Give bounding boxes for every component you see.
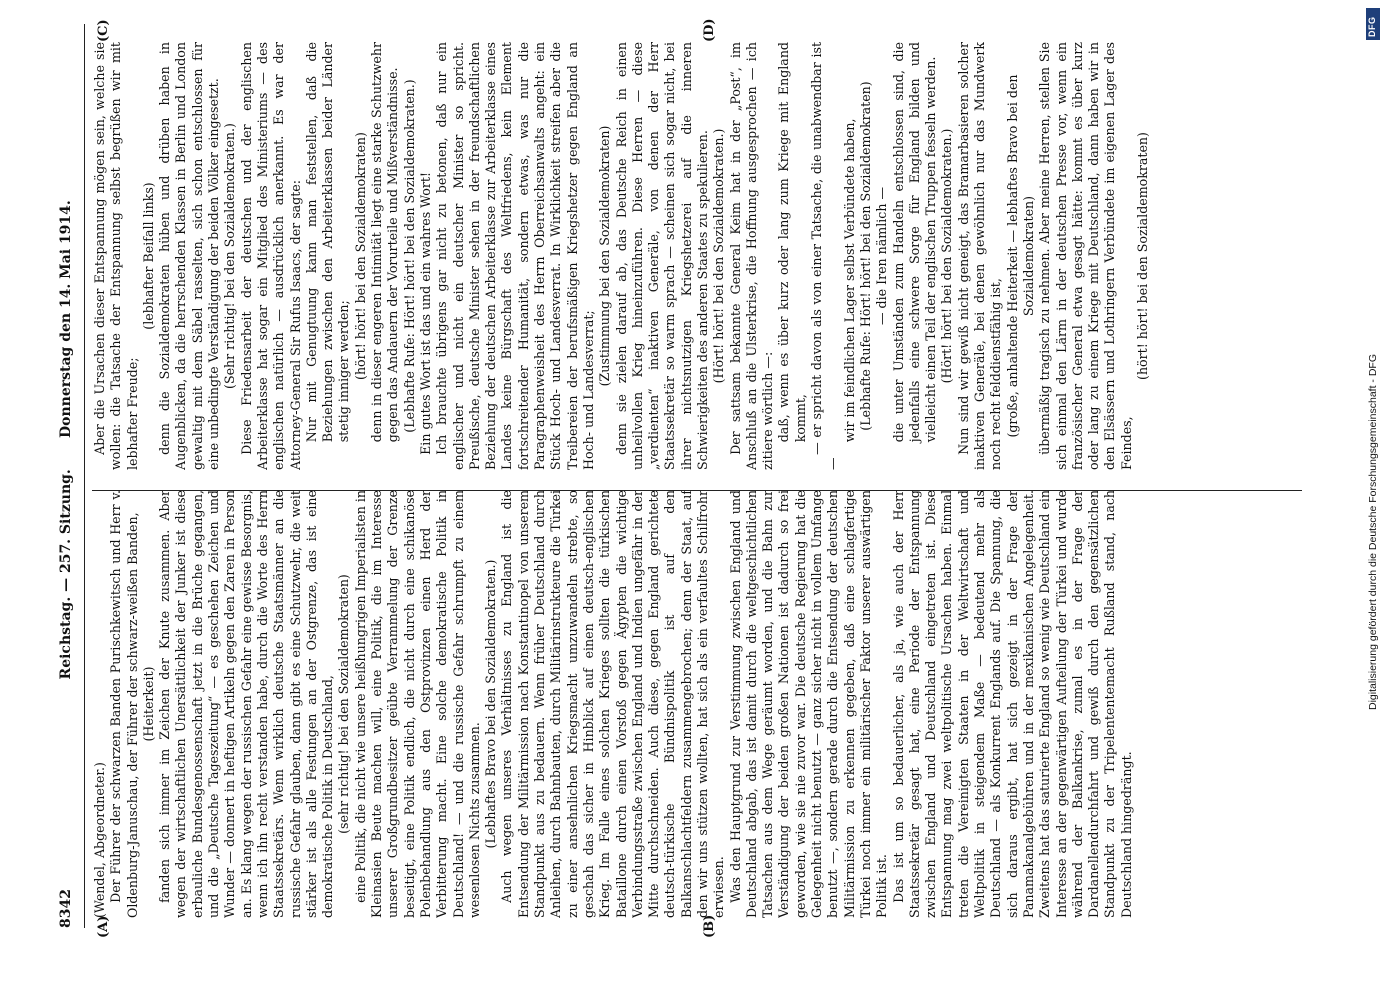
paragraph: Der Führer der schwarzen Banden Purischkewitsch und Herr v. Oldenburg-Januschau, der Führer der schwarz-weißen Banden,: [108, 490, 140, 918]
paragraph: (Lebhafte Rufe: Hört! hört! bei den Sozialdemokraten.): [401, 79, 417, 433]
margin-marker-b: (B): [702, 914, 717, 938]
paragraph: Ein gutes Wort ist das und ein wahres Wort!: [417, 172, 433, 455]
paragraph: (Hört! hört! bei den Sozialdemokraten.): [711, 128, 727, 384]
margin-marker-d: (D): [702, 18, 717, 42]
paragraph: (Lebhafte Rufe: Hört! hört! bei den Sozialdemokraten): [857, 81, 873, 431]
page-number: 8342: [58, 889, 74, 928]
paragraph: die unter Umständen zum Handeln entschlossen sind, die jedenfalls eine schwere Sorge für England bilden und vielleicht einen Teil der englischen Truppen fesseln werden.: [890, 42, 939, 443]
paragraph: (Zustimmung bei den Sozialdemokraten): [597, 125, 613, 387]
right-column-body: [92, 42, 1151, 470]
paragraph: (Heiterkeit): [140, 666, 156, 742]
header-left: [58, 469, 74, 928]
paragraph: (Lebhaftes Bravo bei den Sozialdemokraten.): [483, 559, 499, 849]
page-header: [58, 24, 82, 928]
paragraph: denn die Sozialdemokraten hüben und drüben haben in Augenblicken, da die herrschenden Klassen in Berlin und London gewaltig mit dem Säbel rasselten, sich schon entschlossen für eine unbedingte Verständigung der beiden Völker eingesetzt.: [157, 42, 222, 470]
paragraph: Was den Hauptgrund zur Verstimmung zwischen England und Deutschland abgab, das ist damit durch die weltgeschichtlichen Tatsachen aus dem Wege geräumt worden, und die Bahn zur Verständigung der beiden großen Nationen ist dadurch so frei geworden, wie sie nie zuvor war. Die deutsche Regierung hat die Gelegenheit nicht benutzt — ganz sicher nicht in vollem Umfange benutzt —, sondern gerade durch die Entsendung der deutschen Militärmission zu erkennen gegeben, daß eine schlagfertige Türkei noch immer ein militärischer Faktor unserer auswärtigen Politik ist.: [727, 490, 890, 918]
header-date: Donnerstag den 14. Mai 1914.: [58, 200, 74, 438]
paragraph: Der sattsam bekannte General Keim hat in der „Post“, im Anschluß an die Ulsterkrise, die Hoffnung ausgesprochen — ich zitiere wörtlich —:: [727, 42, 776, 470]
column-divider: [92, 490, 1302, 491]
paragraph: daß, wenn es über kurz oder lang zum Kriege mit England kommt,: [776, 42, 808, 443]
paragraph: — er spricht davon als von einer Tatsache, die unabwendbar ist —: [809, 42, 841, 470]
paragraph: denn in dieser engeren Intimität liegt eine starke Schutzwehr gegen das Andauern der Vorurteile und Mißverständnisse.: [369, 42, 401, 443]
paragraph: Nun sind wir gewiß nicht geneigt, das Bramarbasieren solcher inaktiven Generäle, bei denen gewöhnlich nur das Mundwerk noch recht felddienstfähig ist,: [955, 42, 1004, 470]
paragraph: (lebhafter Beifall links): [140, 182, 156, 330]
paragraph: (große, anhaltende Heiterkeit — lebhaftes Bravo bei den Sozialdemokraten): [1004, 74, 1036, 438]
paragraph: Aber die Ursachen dieser Entspannung mögen sein, welche sie wollen: die Tatsache der Entspannung selbst begrüßen wir mit lebhafter Freude;: [92, 42, 140, 470]
paragraph: Ich brauchte übrigens gar nicht zu betonen, daß nur ein englischer und nicht ein deutscher Minister so spricht. Preußische, deutsche Minister sehen in der freundschaftlichen Beziehung der deutschen Arbeiterklasse zur Arbeiterklasse eines Landes keine Bürgschaft des Weltfriedens, kein Element fortschreitender Humanität, sondern etwas, was nur die Paragraphenweisheit des Herrn Oberreichsanwalts angeht: ein Stück Hoch- und Landesverrat. In Wirklichkeit streifen aber die Treibereien der berufsmäßigen Kriegshetzer gegen England an Hoch- und Landesverrat;: [434, 42, 596, 470]
paragraph: (hört! hört! bei den Sozialdemokraten): [1135, 132, 1150, 380]
margin-marker-a: (A): [96, 915, 111, 938]
paragraph: (Hört! hört! bei den Sozialdemokraten.): [939, 128, 955, 384]
header-rule: [84, 24, 85, 928]
paragraph: (Sehr richtig! bei den Sozialdemokraten.): [222, 123, 238, 389]
digitization-credit: Digitalisierung gefördert durch die Deutsche Forschungsgemeinschaft - DFG: [1367, 353, 1379, 710]
text-column-left: [92, 490, 1304, 918]
paragraph: wir im feindlichen Lager selbst Verbündete haben,: [841, 118, 857, 443]
paragraph: — die Iren nämlich —: [874, 186, 890, 326]
paragraph: Diese Friedensarbeit der deutschen und der englischen Arbeiterklasse hat sogar ein Mitglied des Ministeriums — des englischen natürlich — ausdrücklich anerkannt. Es war der Attorney-General Sir Rufus Isaacs, der sagte:: [238, 42, 303, 470]
paragraph: eine Politik, die nicht wie unsere heißhungrigen Imperialisten in Kleinasien Beute machen will, eine Politik, die im Interesse unserer Großgrundbesitzer geübte Verrammelung der Grenze beseitigt, eine Politik endlich, die nicht durch eine schikanöse Polenbehandlung aus den Ostprovinzen einen Herd der Verbitterung macht. Eine solche demokratische Politik in Deutschland! — und die russische Gefahr schrumpft zu einem wesenlosen Nichts zusammen.: [352, 490, 482, 918]
session-title: Reichstag. — 257. Sitzung.: [58, 469, 74, 680]
left-column-body: [108, 490, 1135, 918]
speaker-line: (Wendel, Abgeordneter.): [92, 762, 107, 918]
paragraph: Auch wegen unseres Verhältnisses zu England ist die Entsendung der Militärmission nach Konstantinopel von unserem Standpunkt aus zu bedauern. Wenn früher Deutschland durch Anleihen, durch Bahnbauten, durch Militärinstrukteure die Türkei zu einer ansehnlichen Kriegsmacht umzuwandeln strebte, so geschah das sicher in Hinblick auf einen deutsch-englischen Krieg. Im Falle eines solchen Krieges sollten die türkischen Bataillone durch einen Vorstoß gegen Ägypten die wichtige Verbindungsstraße zwischen England und Indien ungefähr in der Mitte durchschneiden. Auch diese, gegen England gerichtete deutsch-türkische Bündnispolitik ist auf den Balkanschlachtfeldern zusammengebrochen; denn der Staat, auf den wir uns stützen wollten, hat sich als ein verfaultes Schilfrohr erwiesen.: [499, 490, 727, 918]
paragraph: übermäßig tragisch zu nehmen. Aber meine Herren, stellen Sie sich einmal den Lärm in der deutschen Presse vor, wenn ein französischer General etwa gesagt hätte: kommt es über kurz oder lang zu einem Kriege mit Deutschland, dann haben wir in den Elsässern und Lothringern Verbündete im eigenen Lager des Feindes,: [1037, 42, 1134, 470]
dfg-logo: DFG: [1366, 8, 1380, 40]
margin-marker-c: (C): [96, 19, 111, 42]
paragraph: fanden sich immer im Zeichen der Knute zusammen. Aber wegen der wirtschaftlichen Unersättlichkeit der Junker ist diese erbauliche Bundesgenossenschaft jetzt in die Brüche gegangen, und die „Deutsche Tageszeitung“ — es geschehen Zeichen und Wunder — donnert in heftigen Artikeln gegen den Zaren in Person an. Es klang wegen der russischen Gefahr eine gewisse Besorgnis, wenn ich ihn recht verstanden habe, durch die Worte des Herrn Staatssekretärs. Wenn wirklich deutsche Staatsmänner an die russische Gefahr glauben, dann gibt es eine Schutzwehr, die weit stärker ist als alle Festungen an der Ostgrenze, das ist eine demokratische Politik in Deutschland,: [157, 490, 336, 918]
paragraph: (hört! hört! bei den Sozialdemokraten): [352, 132, 368, 380]
paragraph: Nur mit Genugtuung kann man feststellen, daß die Beziehungen zwischen den Arbeiterklassen beider Länder stetig inniger werden;: [303, 42, 352, 443]
paragraph: (sehr richtig! bei den Sozialdemokraten): [336, 574, 352, 834]
paragraph: denn sie zielen darauf ab, das Deutsche Reich in einen unheilvollen Krieg hineinzuführen. Diese Herren — diese „verdienten“ inaktiven Generäle, von denen der Herr Staatssekretär so warm sprach — scheinen sich sogar nicht, bei ihrer nichtsnutzigen Kriegshetzerei auf die inneren Schwierigkeiten des anderen Staates zu spekulieren.: [613, 42, 710, 470]
text-column-right: [92, 42, 1304, 470]
paragraph: Das ist um so bedauerlicher, als ja, wie auch der Herr Staatssekretär gesagt hat, eine Periode der Entspannung zwischen England und Deutschland eingetreten ist. Diese Entspannung mag zwei weltpolitische Ursachen haben. Einmal treten die Vereinigten Staaten in der Weltwirtschaft und Weltpolitik in steigendem Maße — bedeutend mehr als Deutschland — als Konkurrent Englands auf. Die Spannung, die sich daraus ergibt, hat sich gezeigt in der Frage der Panamakanalgebühren und in der mexikanischen Angelegenheit. Zweitens hat das saturierte England so wenig wie Deutschland ein Interesse an der gegenwärtigen Aufteilung der Türkei und wurde während der Balkankrise, zumal es in der Frage der Dardanellendurchfahrt und gewiß durch den gegensätzlichen Standpunkt zu der Tripelententemacht Rußland stand, nach Deutschland hingedrängt.: [890, 490, 1134, 918]
